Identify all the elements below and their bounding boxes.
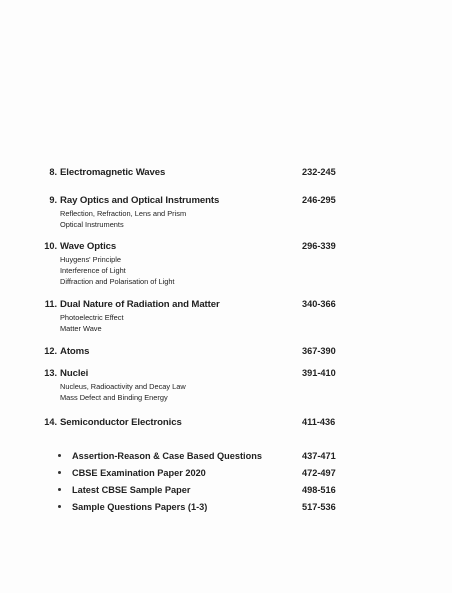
chapter-title: Wave Optics bbox=[60, 241, 117, 252]
page-range: 498-516 bbox=[302, 485, 336, 495]
page-range: 411-436 bbox=[302, 417, 336, 427]
bullet-icon bbox=[58, 505, 61, 508]
subtopic: Diffraction and Polarisation of Light bbox=[60, 277, 175, 286]
subtopic-list bbox=[60, 208, 186, 230]
chapter-title: Nuclei bbox=[60, 368, 89, 379]
bullet-icon bbox=[58, 488, 61, 491]
extra-title: Latest CBSE Sample Paper bbox=[72, 485, 191, 495]
subtopic: Mass Defect and Binding Energy bbox=[60, 393, 168, 402]
page-range: 340-366 bbox=[302, 299, 336, 309]
chapter-number: 12. bbox=[44, 346, 57, 356]
page-range: 246-295 bbox=[302, 195, 336, 205]
chapter-number: 10. bbox=[44, 241, 57, 251]
page-range: 437-471 bbox=[302, 451, 336, 461]
subtopic: Reflection, Refraction, Lens and Prism bbox=[60, 209, 187, 218]
subtopic-list bbox=[60, 254, 175, 287]
chapter-number: 11. bbox=[44, 299, 57, 309]
bullet-icon bbox=[58, 471, 61, 474]
extra-title: CBSE Examination Paper 2020 bbox=[72, 468, 206, 478]
page-range: 296-339 bbox=[302, 241, 336, 251]
bullet-icon bbox=[58, 454, 61, 457]
extra-title: Assertion-Reason & Case Based Questions bbox=[72, 451, 262, 461]
subtopic: Photoelectric Effect bbox=[60, 313, 124, 322]
page-range: 472-497 bbox=[302, 468, 336, 478]
subtopic: Optical Instruments bbox=[60, 220, 124, 229]
page-range: 517-536 bbox=[302, 502, 336, 512]
page-range: 367-390 bbox=[302, 346, 336, 356]
extra-title: Sample Questions Papers (1-3) bbox=[72, 502, 208, 512]
subtopic-list bbox=[60, 312, 124, 334]
subtopic: Matter Wave bbox=[60, 324, 102, 333]
page-range: 391-410 bbox=[302, 368, 336, 378]
subtopic: Nucleus, Radioactivity and Decay Law bbox=[60, 382, 186, 391]
subtopic-list bbox=[60, 381, 186, 403]
subtopic: Interference of Light bbox=[60, 266, 126, 275]
page-range: 232-245 bbox=[302, 167, 336, 177]
chapter-number: 13. bbox=[44, 368, 57, 378]
chapter-title: Semiconductor Electronics bbox=[60, 417, 182, 428]
chapter-title: Atoms bbox=[60, 346, 90, 357]
chapter-number: 9. bbox=[49, 195, 57, 205]
chapter-title: Electromagnetic Waves bbox=[60, 167, 166, 178]
chapter-number: 8. bbox=[49, 167, 57, 177]
subtopic: Huygens' Principle bbox=[60, 255, 121, 264]
chapter-title: Ray Optics and Optical Instruments bbox=[60, 195, 220, 206]
chapter-title: Dual Nature of Radiation and Matter bbox=[60, 299, 220, 310]
chapter-number: 14. bbox=[44, 417, 57, 427]
